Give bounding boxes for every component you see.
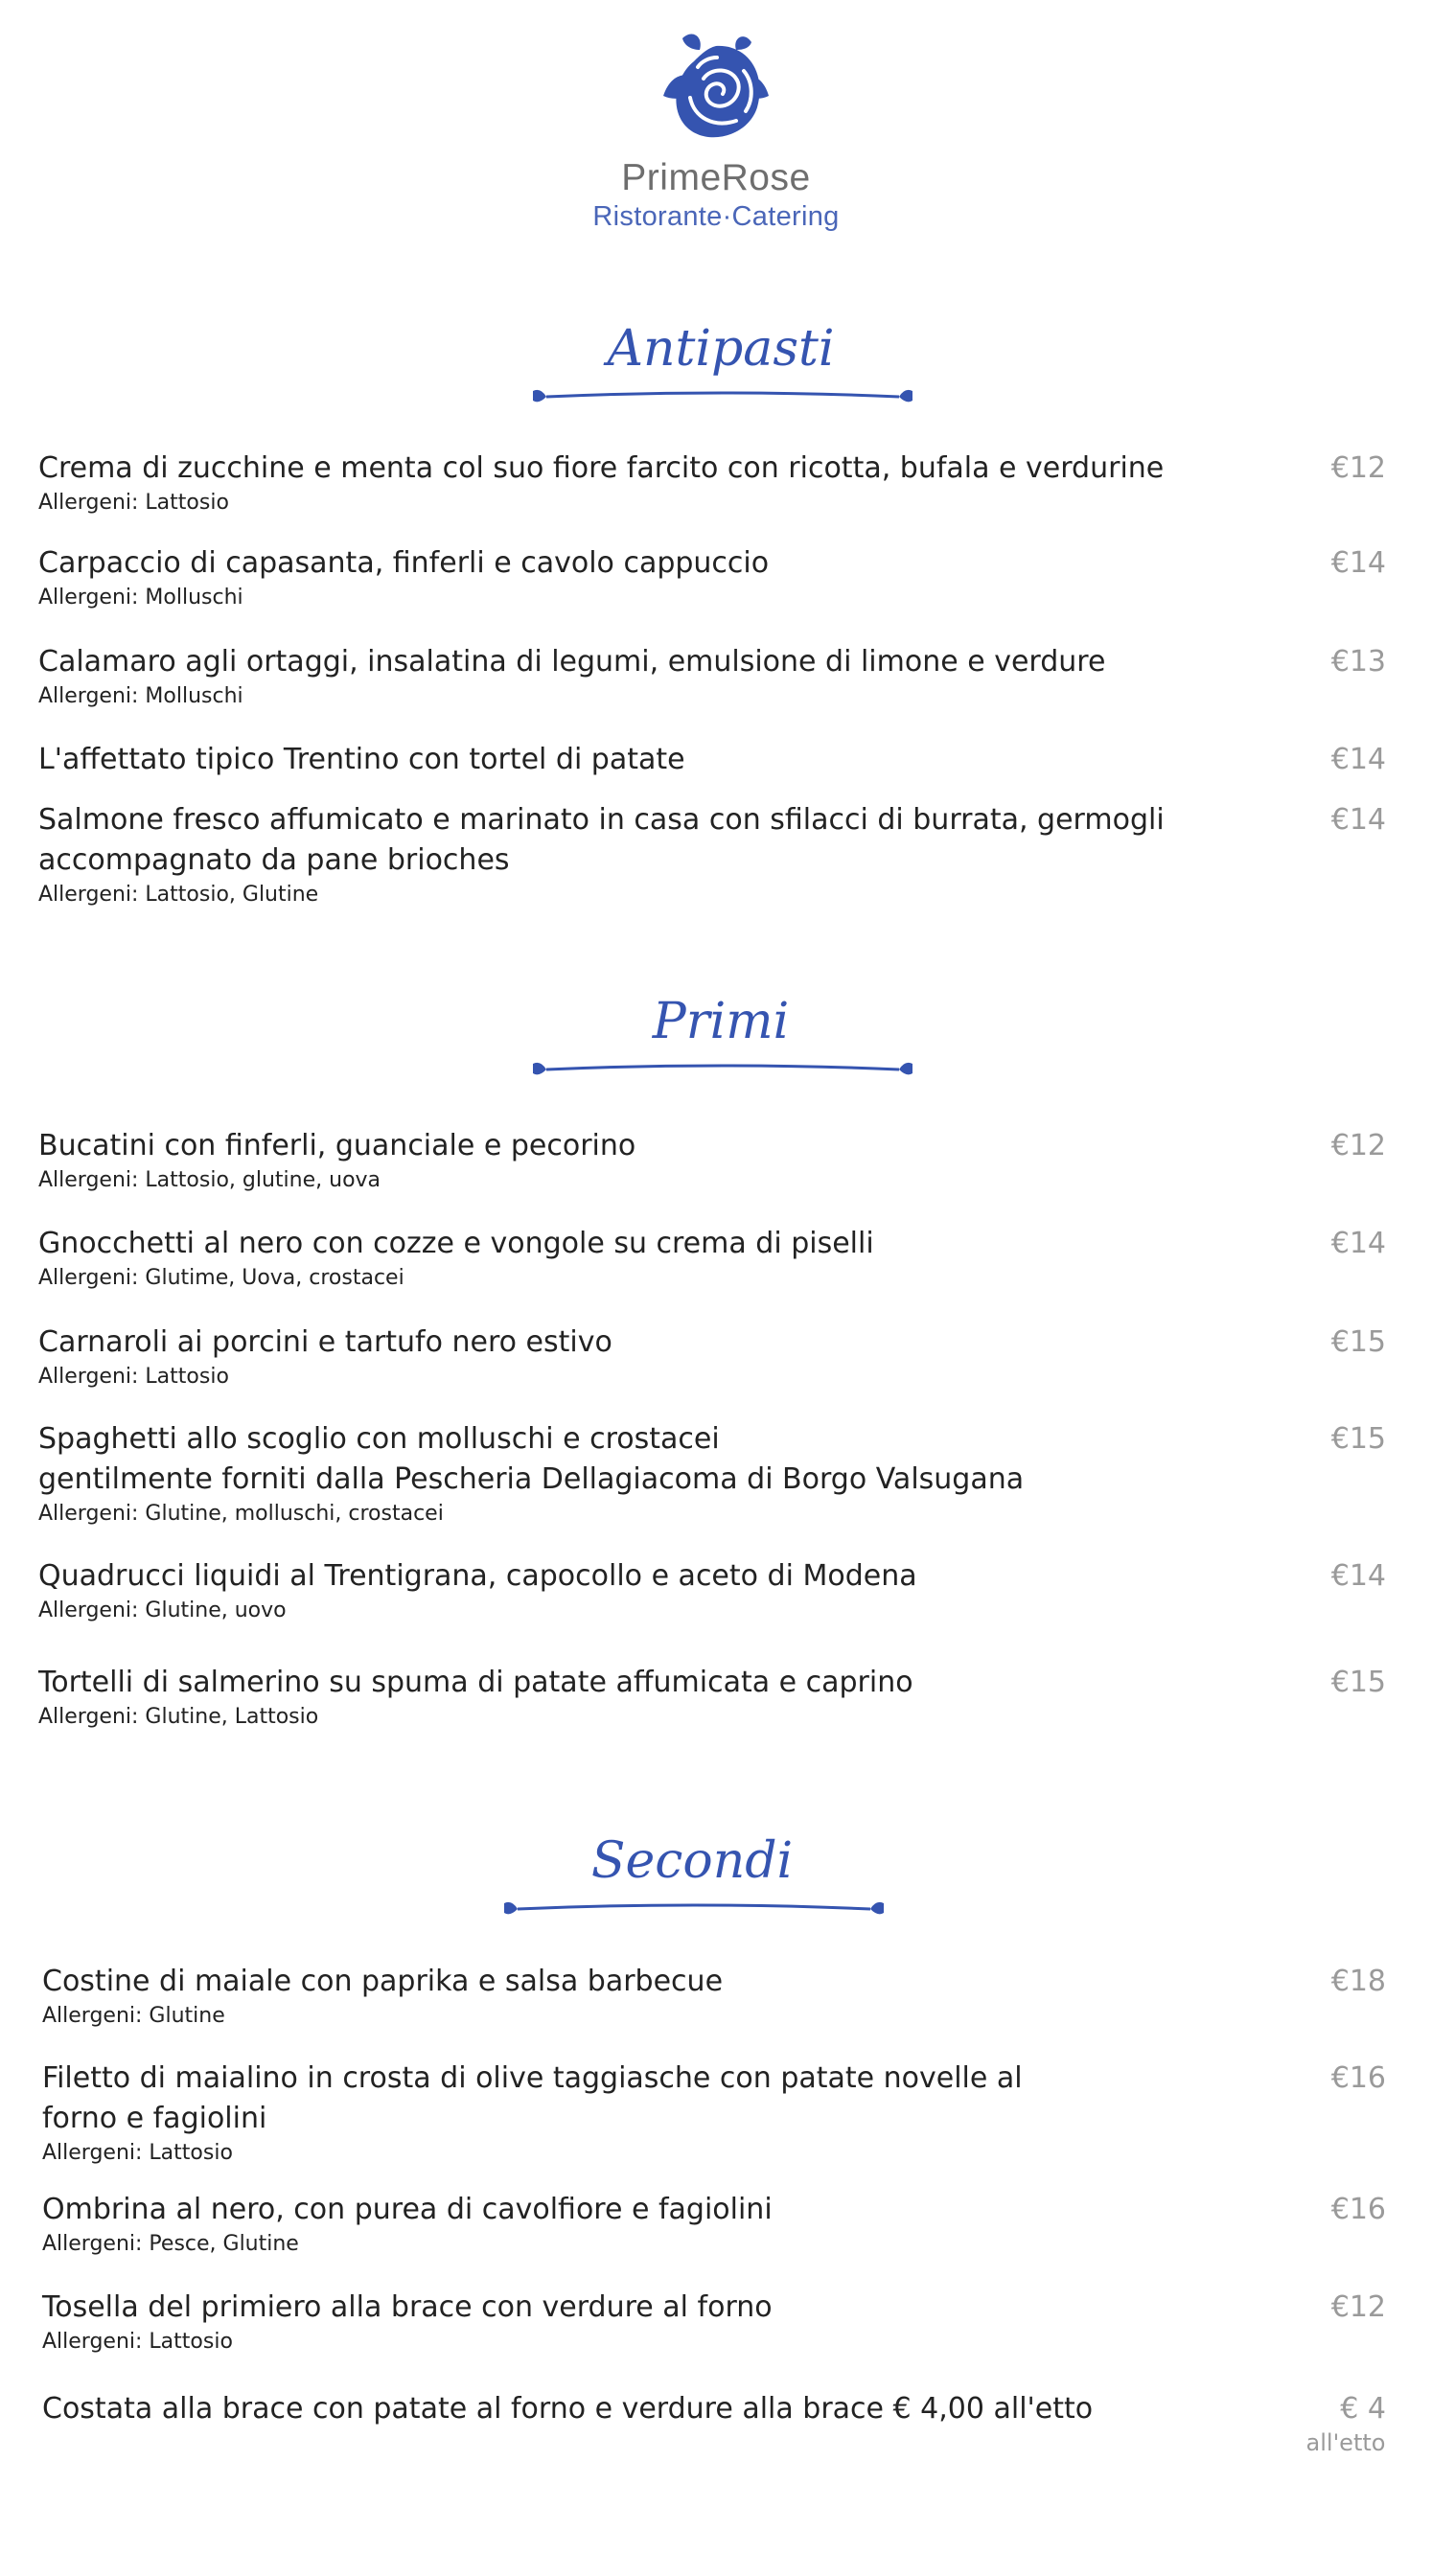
menu-item [42, 2190, 1394, 2259]
dish-name: Costine di maiale con paprika e salsa barbecue [42, 1965, 724, 1998]
dish-price: €12 [1330, 451, 1386, 485]
dish-allergens: Allergeni: Molluschi [38, 684, 243, 708]
dish-price: €15 [1330, 1666, 1386, 1699]
menu-item [38, 1224, 1394, 1293]
dish-price: €18 [1330, 1965, 1386, 1998]
dish-name: Carnaroli ai porcini e tartufo nero estivo [38, 1325, 612, 1359]
flourish-divider-icon [529, 383, 916, 408]
dish-allergens: Allergeni: Glutine [42, 2004, 225, 2028]
section-heading: Secondi [590, 1832, 794, 1890]
dish-name: Spaghetti allo scoglio con molluschi e crostacei gentilmente forniti dalla Pescheria Dellagiacoma di Borgo Valsugana [38, 1422, 1025, 1496]
dish-name: Filetto di maialino in crosta di olive taggiasche con patate novelle al forno e fagiolini [42, 2061, 1023, 2135]
brand-logo [0, 29, 1432, 233]
dish-name: Calamaro agli ortaggi, insalatina di legumi, emulsione di limone e verdure [38, 645, 1106, 678]
dish-allergens: Allergeni: Lattosio [38, 491, 229, 515]
dish-name: Gnocchetti al nero con cozze e vongole su crema di piselli [38, 1227, 874, 1260]
dish-price: €14 [1330, 743, 1386, 776]
dish-allergens: Allergeni: Lattosio, Glutine [38, 883, 319, 907]
dish-price: €15 [1330, 1422, 1386, 1456]
dish-price: €14 [1330, 1559, 1386, 1593]
flourish-divider-icon [529, 1056, 916, 1081]
dish-allergens: Allergeni: Lattosio [42, 2330, 233, 2354]
menu-item [38, 1322, 1394, 1392]
menu-item [38, 800, 1394, 909]
dish-allergens: Allergeni: Lattosio, glutine, uova [38, 1168, 381, 1192]
dish-allergens: Allergeni: Lattosio [42, 2141, 233, 2165]
section-title-secondi [500, 1832, 884, 1920]
dish-price: €12 [1330, 2290, 1386, 2324]
menu-item [38, 1419, 1394, 1529]
brand-name: PrimeRose [621, 157, 811, 198]
section-title-primi [529, 993, 912, 1081]
menu-item [42, 2288, 1394, 2357]
menu-item [42, 2389, 1394, 2456]
dish-allergens: Allergeni: Glutine, uovo [38, 1598, 287, 1622]
section-heading: Antipasti [607, 320, 835, 378]
menu-item [38, 642, 1394, 711]
section-title-antipasti [529, 320, 912, 408]
dish-name: Salmone fresco affumicato e marinato in casa con sfilacci di burrata, germogli accompagnato da pane brioches [38, 803, 1165, 877]
menu-item [38, 1126, 1394, 1195]
menu-item [38, 740, 1394, 780]
menu-item [38, 1556, 1394, 1625]
dish-price: €14 [1330, 546, 1386, 580]
dish-allergens: Allergeni: Molluschi [38, 586, 243, 610]
dish-allergens: Allergeni: Pesce, Glutine [42, 2232, 299, 2256]
dish-allergens: Allergeni: Glutine, Lattosio [38, 1705, 319, 1729]
rose-icon [644, 29, 788, 153]
dish-name: Crema di zucchine e menta col suo fiore farcito con ricotta, bufala e verdurine [38, 451, 1165, 485]
dish-name: Ombrina al nero, con purea di cavolfiore e fagiolini [42, 2193, 773, 2226]
dish-price: € 4 [1340, 2392, 1386, 2426]
menu-item [38, 543, 1394, 612]
dish-name: L'affettato tipico Trentino con tortel di patate [38, 743, 685, 776]
dish-allergens: Allergeni: Glutime, Uova, crostacei [38, 1266, 404, 1290]
section-heading: Primi [652, 993, 790, 1050]
dish-price-unit: all'etto [1305, 2429, 1386, 2456]
dish-price: €15 [1330, 1325, 1386, 1359]
dish-price: €16 [1330, 2193, 1386, 2226]
dish-name: Costata alla brace con patate al forno e verdure alla brace € 4,00 all'etto [42, 2392, 1094, 2426]
dish-allergens: Allergeni: Glutine, molluschi, crostacei [38, 1502, 444, 1526]
menu-item [38, 448, 1394, 518]
dish-name: Carpaccio di capasanta, finferli e cavolo cappuccio [38, 546, 770, 580]
dish-name: Tortelli di salmerino su spuma di patate affumicata e caprino [38, 1666, 913, 1699]
dish-allergens: Allergeni: Lattosio [38, 1365, 229, 1389]
dish-name: Bucatini con finferli, guanciale e pecorino [38, 1129, 636, 1162]
dish-price: €14 [1330, 803, 1386, 837]
dish-price: €16 [1330, 2061, 1386, 2095]
dish-name: Quadrucci liquidi al Trentigrana, capocollo e aceto di Modena [38, 1559, 917, 1593]
menu-item [42, 2058, 1394, 2168]
dish-price: €12 [1330, 1129, 1386, 1162]
brand-subtitle: Ristorante·Catering [592, 201, 840, 232]
flourish-divider-icon [500, 1896, 888, 1920]
menu-item [38, 1663, 1394, 1732]
dish-price: €13 [1330, 645, 1386, 678]
dish-name: Tosella del primiero alla brace con verdure al forno [42, 2290, 773, 2324]
dish-price: €14 [1330, 1227, 1386, 1260]
menu-item [42, 1962, 1394, 2031]
